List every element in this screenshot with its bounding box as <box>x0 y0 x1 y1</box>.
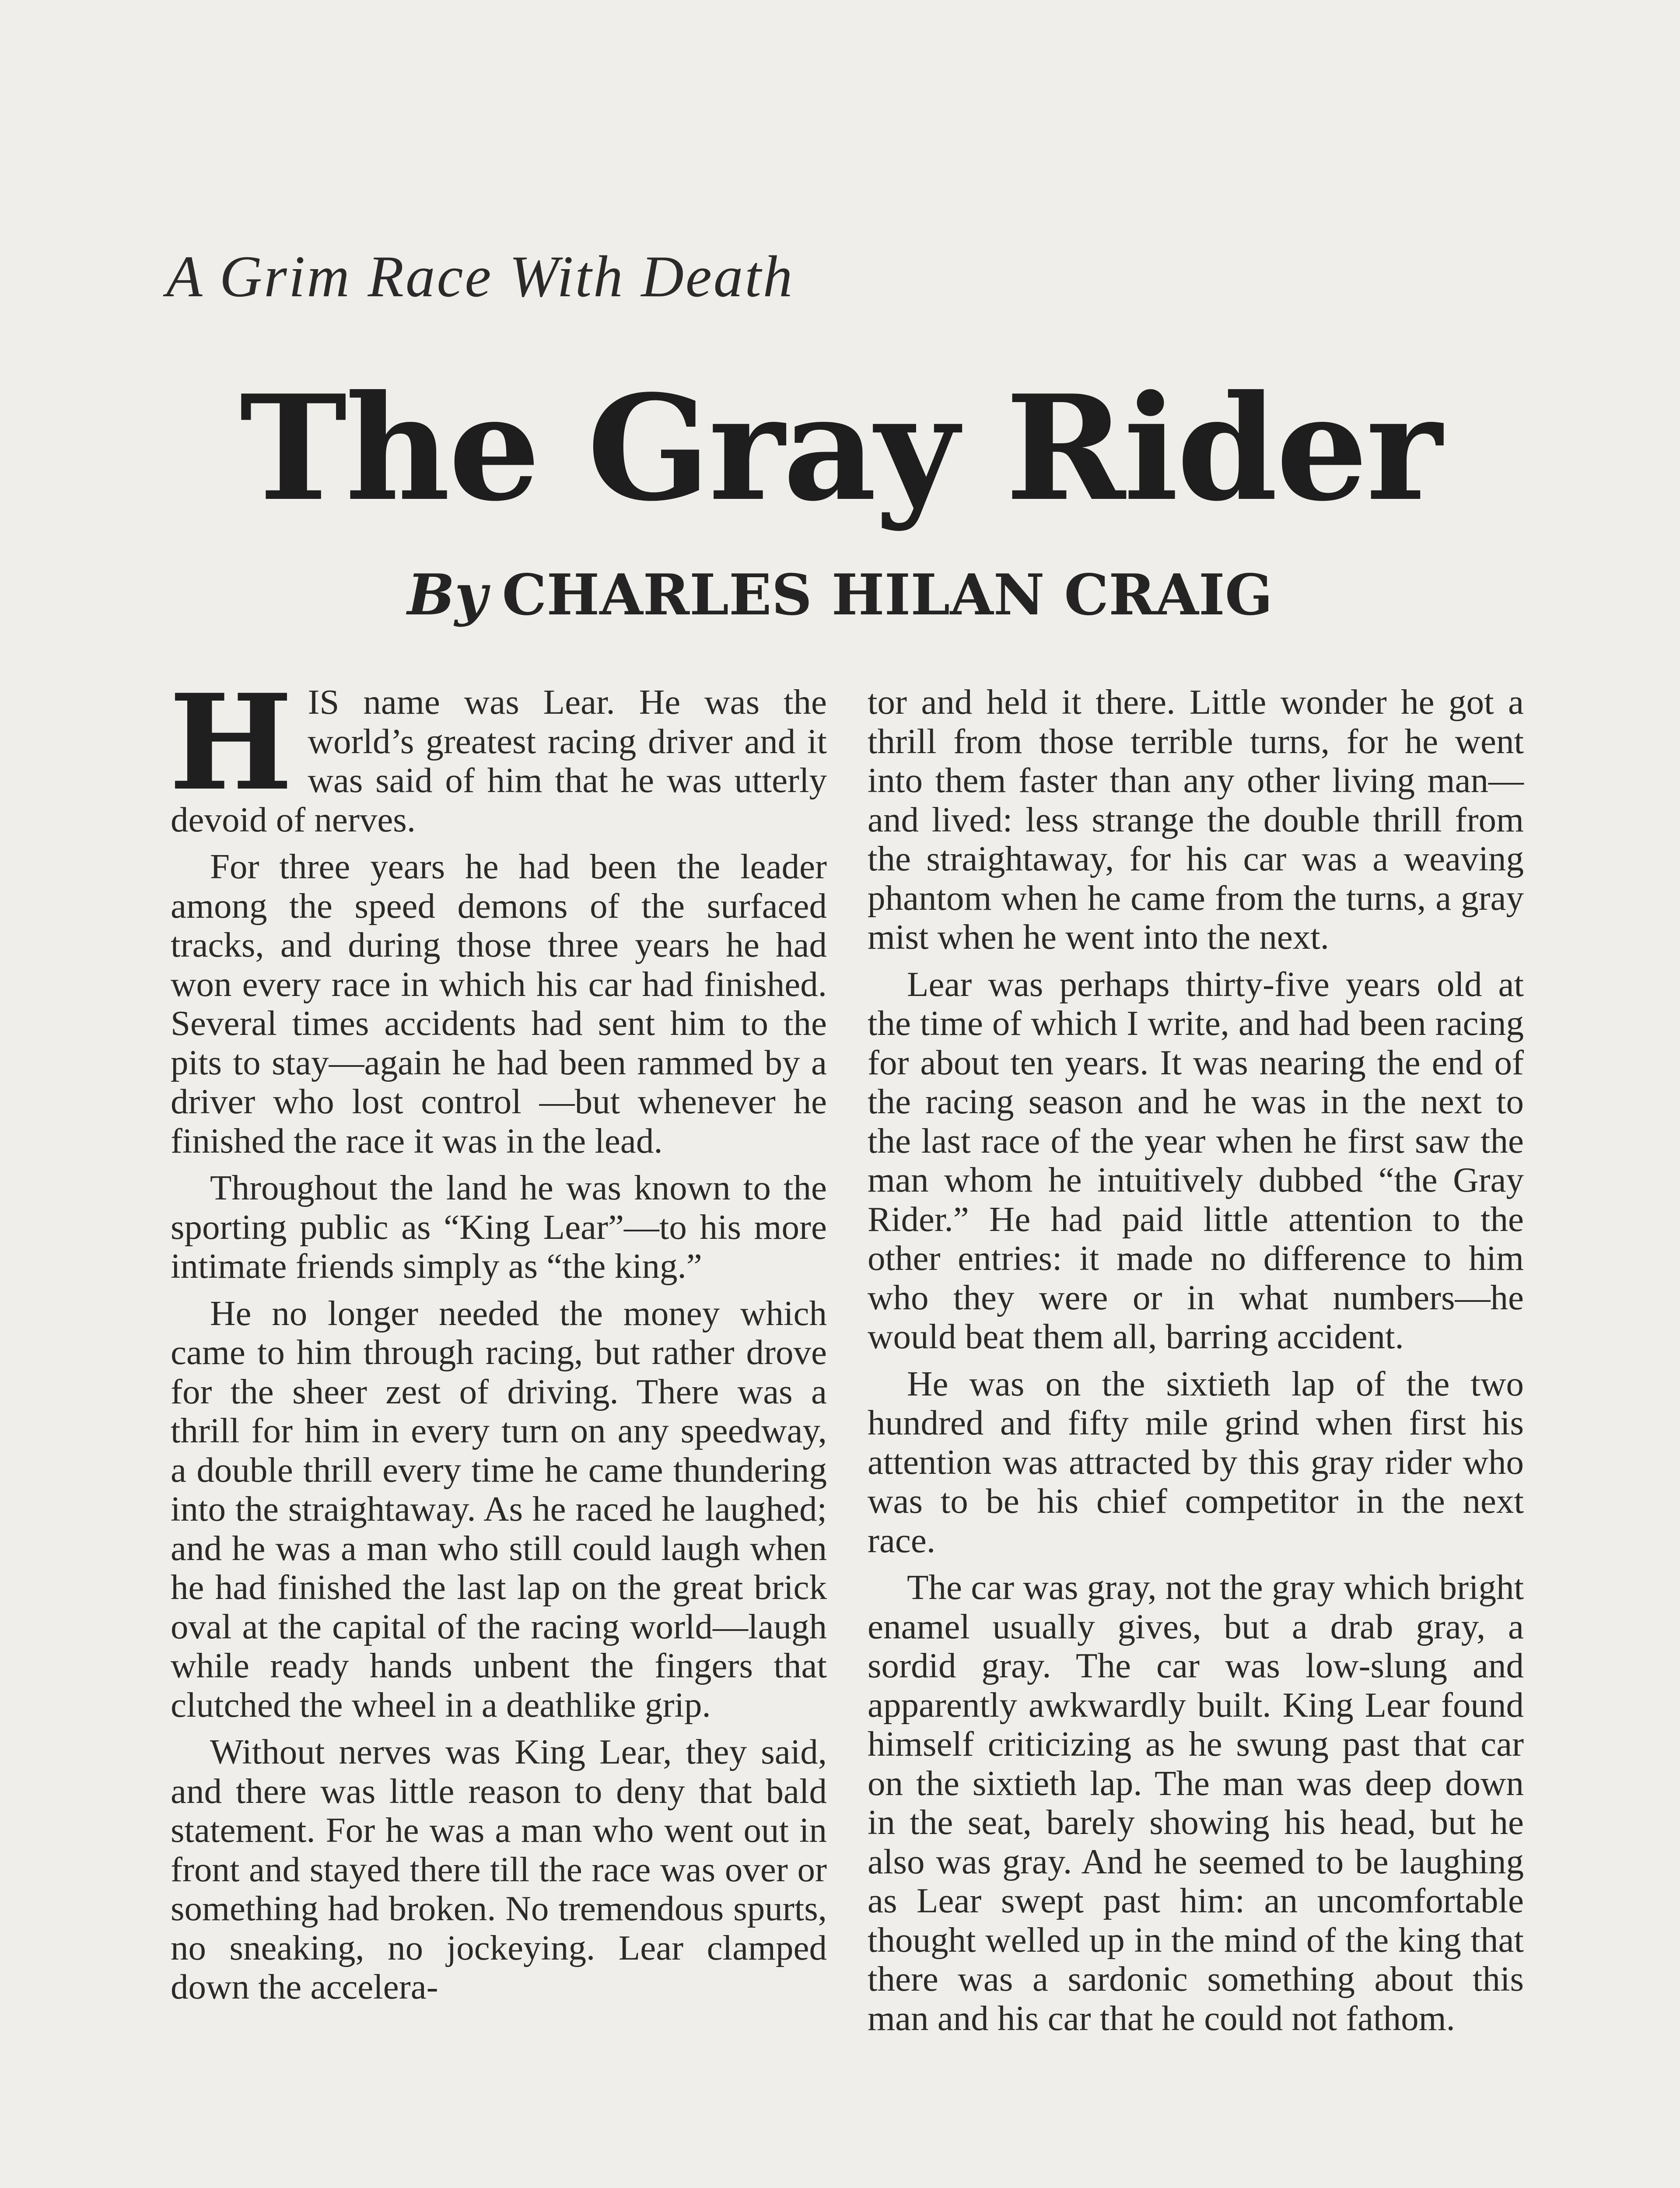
byline-prefix: By <box>407 562 487 628</box>
paragraph <box>169 665 827 839</box>
paragraph: For three years he had been the leader among the speed demons of the surfaced tracks, and during those three years he had won every race in which his car had finished. Several times accidents had sent him to the pits to stay—again he had been rammed by a driver who lost control —but whenever he finished the race it was in the lead. <box>171 847 827 1161</box>
author-name: CHARLES HILAN CRAIG <box>502 562 1273 628</box>
paragraph: tor and held it there. Little wonder he got a thrill from those terrible turns, for he went into them faster than any other living man—and lived: less strange the double thrill from the straightaway, for his car was a weaving phantom when he came from the turns, a gray mist when he went into the next. <box>868 682 1524 957</box>
paragraph: Without nerves was King Lear, they said, and there was little reason to deny that bald statement. For he was a man who went out in front and stayed there till the race was over or something had broken. No tremendous spurts, no sneaking, no jockeying. Lear clamped down the accelera- <box>171 1732 827 2006</box>
paragraph: He was on the sixtieth lap of the two hundred and fifty mile grind when first his attention was attracted by this gray rider who was to be his chief competitor in the next race. <box>868 1364 1524 1560</box>
article-title: The Gray Rider <box>239 363 1441 533</box>
drop-cap: H <box>169 665 293 820</box>
paragraph: Throughout the land he was known to the sporting public as “King Lear”—to his more intimate friends simply as “the king.” <box>171 1168 827 1286</box>
article-kicker: A Grim Race With Death <box>166 244 794 309</box>
left-column <box>169 665 827 2015</box>
paragraph: Lear was perhaps thirty-five years old at the time of which I write, and had been racing for about ten years. It was nearing the end of the racing season and he was in the next to the last race of the year when he first saw the man whom he intuitively dubbed “the Gray Rider.” He had paid little attention to the other entries: it made no difference to him who they were or in what numbers—he would beat them all, barring accident. <box>868 964 1524 1356</box>
paragraph: He no longer needed the money which came to him through racing, but rather drove for the sheer zest of driving. There was a thrill for him in every turn on any speedway, a double thrill every time he came thundering into the straightaway. As he raced he laughed; and he was a man who still could laugh when he had finished the last lap on the great brick oval at the capital of the racing world—laugh while ready hands unbent the fingers that clutched the wheel in a deathlike grip. <box>171 1293 827 1725</box>
right-column <box>868 683 1524 2046</box>
paragraph: The car was gray, not the gray which bright enamel usually gives, but a drab gray, a sordid gray. The car was low-slung and apparently awkwardly built. King Lear found himself criticizing as he swung past that car on the sixtieth lap. The man was deep down in the seat, barely showing his head, but he also was gray. And he seemed to be laughing as Lear swept past him: an uncomfortable thought welled up in the mind of the king that there was a sardonic something about this man and his car that he could not fathom. <box>868 1567 1524 2038</box>
paragraph-text: IS name was Lear. He was the world’s greatest racing driver and it was said of him that he was utterly devoid of nerves. <box>171 682 827 839</box>
article-byline <box>0 562 1680 628</box>
